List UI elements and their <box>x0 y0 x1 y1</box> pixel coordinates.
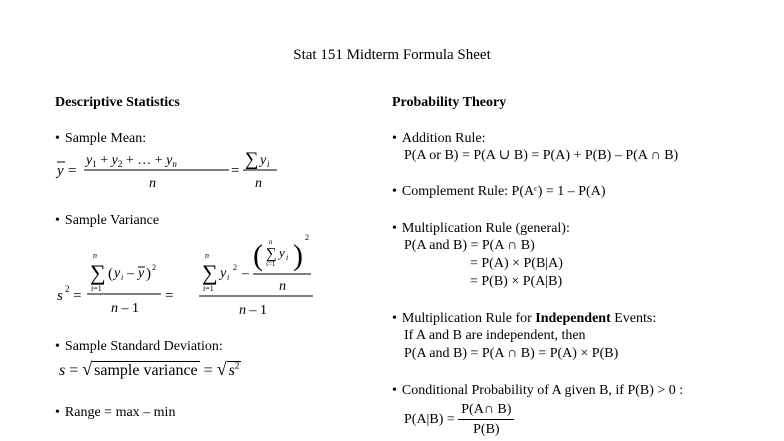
conditional-probability-formula: P(A|B) = $\frac{P(A\cap B)}{P(B)}$ <box>404 401 514 438</box>
svg-text:∑: ∑ <box>266 246 277 262</box>
sample-variance-label: • Sample Variance <box>55 212 159 230</box>
svg-text:): ) <box>146 266 151 282</box>
svg-text:n – 1: n – 1 <box>111 301 139 316</box>
svg-text:=: = <box>231 163 240 179</box>
independent-line1: If A and B are independent, then <box>404 328 586 343</box>
svg-text:i=1: i=1 <box>203 284 214 293</box>
svg-text:n: n <box>269 238 273 246</box>
svg-text:∑: ∑ <box>202 260 218 285</box>
sample-variance-formula <box>55 230 335 320</box>
svg-text:n: n <box>93 251 97 260</box>
svg-text:): ) <box>293 239 303 272</box>
svg-text:∑: ∑ <box>245 149 259 170</box>
svg-text:i: i <box>121 273 124 282</box>
svg-text:y: y <box>114 266 121 281</box>
multiplication-general-line1: P(A and B) = P(A ∩ B) <box>404 238 535 253</box>
svg-text:i: i <box>286 253 289 262</box>
svg-text:s: s <box>57 288 63 304</box>
independent-line2: P(A and B) = P(A ∩ B) = P(A) × P(B) <box>404 346 619 361</box>
svg-text:y: y <box>279 245 285 260</box>
svg-text:=: = <box>73 288 82 304</box>
multiplication-general-line3: = P(B) × P(A|B) <box>470 274 563 289</box>
svg-text:(: ( <box>108 266 113 282</box>
svg-text:i: i <box>267 159 270 169</box>
conditional-numerator: P(A∩ B) <box>461 402 512 417</box>
multiplication-general-line2: = P(A) × P(B|A) <box>470 256 563 271</box>
svg-text:2: 2 <box>305 233 309 242</box>
conditional-probability-label: • Conditional Probability of A given B, if P(B) > 0 : <box>392 382 683 400</box>
addition-rule-label: • Addition Rule: <box>392 130 486 148</box>
sample-sd-label: • Sample Standard Deviation: <box>55 338 223 356</box>
page-title: Stat 151 Midterm Formula Sheet <box>293 47 491 63</box>
svg-text:2: 2 <box>65 284 70 294</box>
svg-text:n: n <box>149 176 156 191</box>
sample-sd-formula: s = √ sample variance = √ $s^2$ <box>59 359 240 379</box>
svg-text:i: i <box>227 273 230 282</box>
svg-text:i=1: i=1 <box>91 284 102 293</box>
complement-rule: • Complement Rule: P(Aᶜ) = 1 – P(A) <box>392 183 605 201</box>
sample-variance-word: sample variance <box>94 362 198 379</box>
descriptive-statistics-heading: Descriptive Statistics <box>55 95 180 110</box>
multiplication-general-label: • Multiplication Rule (general): <box>392 220 570 238</box>
svg-text:y1 + y2 + … + yn: $y_1 + y_2$ + … + $y_n$ <box>86 153 177 169</box>
addition-rule-formula: P(A or B) = P(A ∪ B) = P(A) + P(B) – P(A ∩ B) <box>404 148 679 163</box>
svg-text:n: n <box>255 176 262 191</box>
svg-text:i=1: i=1 <box>266 260 276 268</box>
conditional-denominator: P(B) <box>458 419 514 439</box>
svg-text:y: y <box>138 266 145 281</box>
svg-text:y: y <box>57 163 64 179</box>
multiplication-independent-label: • Multiplication Rule for Independent Events: <box>392 310 656 328</box>
svg-text:n – 1: n – 1 <box>239 303 267 318</box>
probability-theory-heading: Probability Theory <box>392 95 507 110</box>
svg-text:=: = <box>68 163 77 179</box>
svg-text:n: n <box>279 279 286 294</box>
svg-text:–: – <box>127 266 134 281</box>
svg-text:–: – <box>242 266 249 281</box>
svg-text:∑: ∑ <box>90 260 106 285</box>
range-label: • Range = max – min <box>55 404 175 422</box>
sample-mean-formula <box>55 148 285 196</box>
svg-text:n: n <box>205 251 209 260</box>
svg-text:2: 2 <box>152 263 156 272</box>
svg-text:=: = <box>165 288 174 304</box>
svg-text:y: y <box>260 153 267 168</box>
svg-text:(: ( <box>253 239 263 272</box>
sample-mean-label: • Sample Mean: <box>55 130 146 148</box>
svg-text:2: 2 <box>233 263 237 272</box>
svg-text:y: y <box>220 266 227 281</box>
